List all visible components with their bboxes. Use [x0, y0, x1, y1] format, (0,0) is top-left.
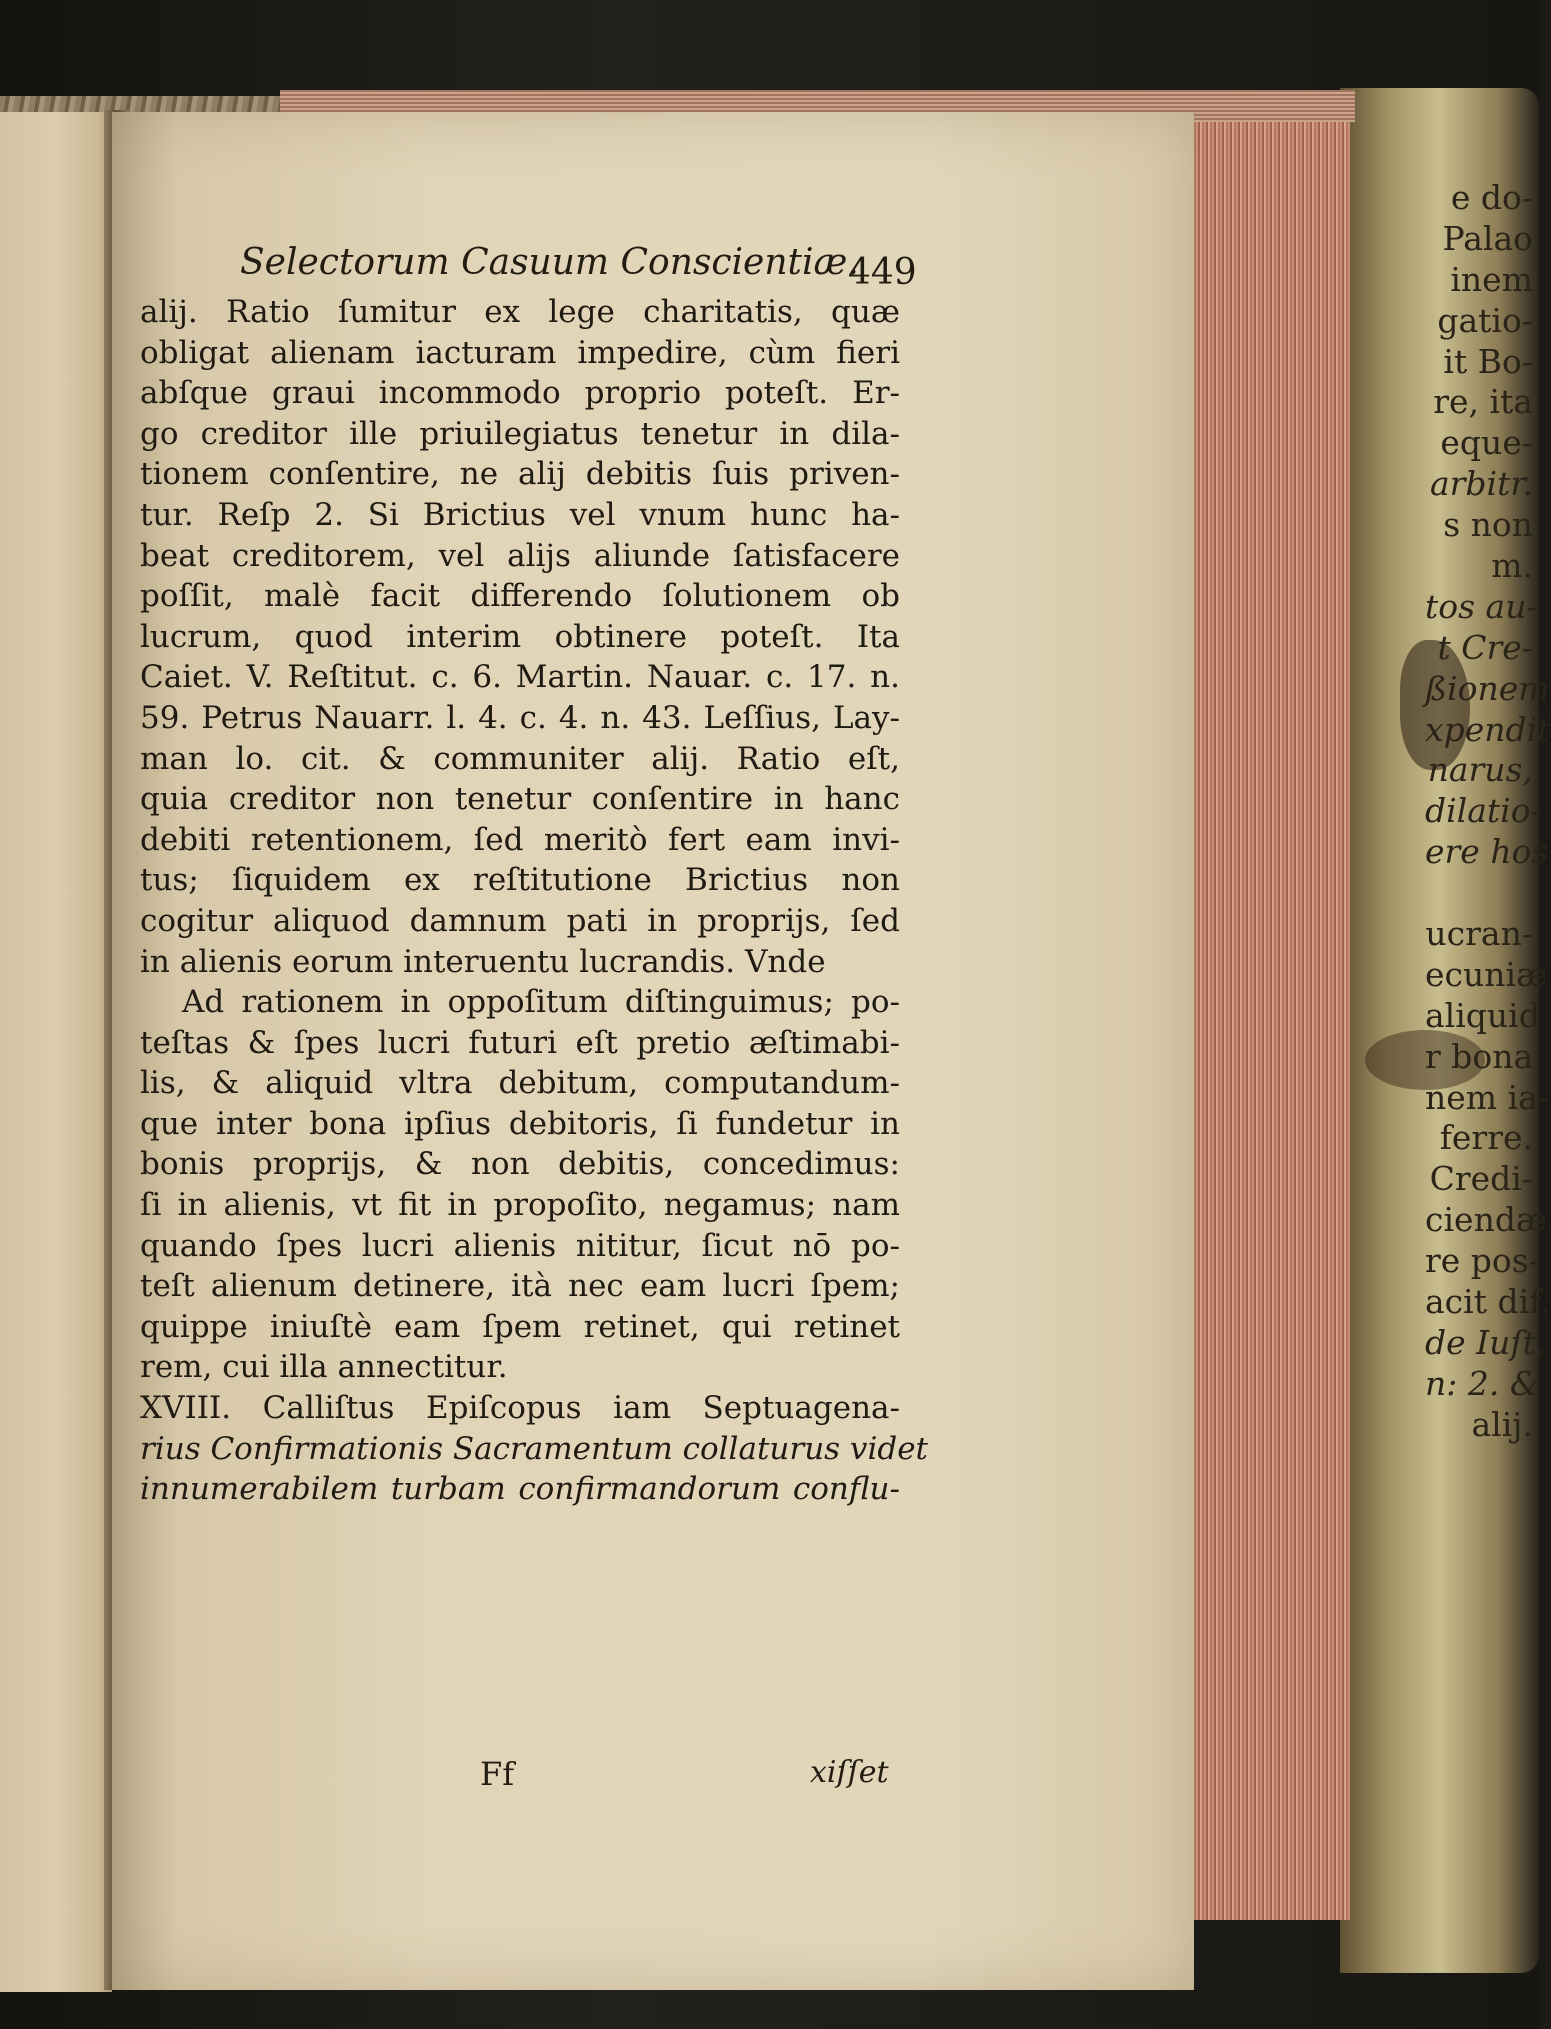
left-page-line: acit dif.: [1425, 1282, 1551, 1322]
left-page-line: Palao: [1442, 218, 1533, 258]
left-page-line: re pos-: [1425, 1241, 1540, 1281]
left-facing-page: [0, 112, 112, 1992]
text-line: rius Confirmationis Sacramentum collaturus videt: [140, 1430, 929, 1467]
red-page-edges: [1180, 110, 1350, 1920]
left-page-line: Credi-: [1429, 1159, 1533, 1199]
main-text-block: [140, 292, 929, 1510]
text-line: cogitur aliquod damnum pati in proprijs, ſed: [140, 902, 900, 939]
text-line: que inter bona ipſius debitoris, ſi fundetur in: [140, 1105, 900, 1142]
text-line: tur. Reſp 2. Si Brictius vel vnum hunc ha-: [140, 496, 900, 533]
left-page-line: ferre.: [1439, 1118, 1533, 1158]
left-page-line: ere hos: [1425, 832, 1549, 872]
text-line: teſtas & ſpes lucri futuri eſt pretio æſtimabi-: [140, 1024, 900, 1061]
left-page-line: ecuniæ: [1425, 954, 1548, 994]
text-line: innumerabilem turbam confirmandorum conflu-: [140, 1471, 900, 1508]
left-page-line: nem ia-: [1425, 1077, 1549, 1117]
running-head: Selectorum Casuum Conscientiæ.: [240, 242, 859, 283]
text-line: obligat alienam iacturam impedire, cùm fieri: [140, 334, 900, 371]
left-page-line: t Cre-: [1437, 627, 1533, 667]
text-line: quando ſpes lucri alienis nititur, ſicut nō po-: [140, 1227, 900, 1264]
text-line: alij. Ratio ſumitur ex lege charitatis, quæ: [140, 294, 900, 330]
left-page-line: narus,: [1427, 750, 1533, 790]
text-line: quippe iniuſtè eam ſpem retinet, qui retinet: [140, 1308, 900, 1345]
left-page-line: eque-: [1440, 423, 1533, 463]
text-line: 59. Petrus Nauarr. l. 4. c. 4. n. 43. Leſſius, Lay-: [140, 699, 900, 736]
text-line: teſt alienum detinere, ità nec eam lucri ſpem;: [140, 1268, 900, 1305]
left-page-line: e do-: [1450, 178, 1533, 217]
text-line: quia creditor non tenetur conſentire in hanc: [140, 781, 900, 818]
left-page-line: alij.: [1471, 1404, 1533, 1444]
text-line: debiti retentionem, ſed meritò fert eam invi-: [140, 821, 900, 858]
text-line: tus; ſiquidem ex reſtitutione Brictius non: [140, 862, 900, 899]
catchword: xiſſet: [810, 1755, 889, 1790]
left-page-line: s non: [1443, 505, 1533, 545]
left-page-line: aliquid: [1425, 995, 1540, 1035]
left-page-line: tos au-: [1425, 586, 1538, 626]
text-line: beat creditorem, vel alijs aliunde ſatisfacere: [140, 537, 900, 574]
text-line: lis, & aliquid vltra debitum, computandum-: [140, 1065, 900, 1102]
left-page-line: [1425, 873, 1533, 914]
left-page-line: ciendæ: [1425, 1200, 1547, 1240]
text-line: go creditor ille priuilegiatus tenetur in dila-: [140, 415, 900, 452]
text-line: abſque graui incommodo proprio poteſt. Er-: [140, 375, 900, 412]
text-line: tionem conſentire, ne alij debitis ſuis priven-: [140, 456, 900, 493]
text-line: bonis proprijs, & non debitis, concedimus:: [140, 1146, 900, 1183]
left-page-line: r bona: [1425, 1036, 1534, 1076]
text-line: in alienis eorum interuentu lucrandis. Vnde: [140, 943, 826, 980]
left-page-line: re, ita: [1433, 382, 1533, 422]
text-line: XVIII. Calliſtus Epiſcopus iam Septuagena-: [140, 1390, 900, 1427]
signature-mark: Ff: [480, 1755, 515, 1793]
left-page-line: it Bo-: [1443, 341, 1533, 381]
text-line: Ad rationem in oppoſitum diſtinguimus; po-: [182, 984, 900, 1021]
left-page-line: de Iuſt.: [1425, 1322, 1547, 1362]
text-line: Caiet. V. Reſtitut. c. 6. Martin. Nauar. c. 17. n.: [140, 659, 900, 696]
text-line: poſſit, malè facit differendo ſolutionem ob: [140, 578, 900, 615]
left-page-line: m.: [1491, 546, 1533, 586]
left-page-line: ßionem: [1425, 668, 1550, 708]
page-number: 449: [848, 252, 917, 293]
left-page-line: arbitr.: [1429, 464, 1533, 504]
text-line: man lo. cit. & communiter alij. Ratio eſt,: [140, 740, 900, 777]
left-page-line: ucran-: [1425, 914, 1533, 954]
left-page-line: xpendit: [1425, 709, 1551, 749]
left-page-text: [1425, 178, 1551, 1446]
text-line: ſi in alienis, vt fit in propoſito, negamus; nam: [140, 1187, 900, 1224]
text-line: rem, cui illa annectitur.: [140, 1349, 508, 1386]
left-page-line: dilatio-: [1425, 791, 1542, 831]
left-page-line: gatio-: [1437, 300, 1533, 340]
left-page-line: inem: [1450, 259, 1533, 299]
text-line: lucrum, quod interim obtinere poteſt. Ita: [140, 618, 900, 655]
left-page-line: n: 2. &: [1425, 1363, 1540, 1403]
